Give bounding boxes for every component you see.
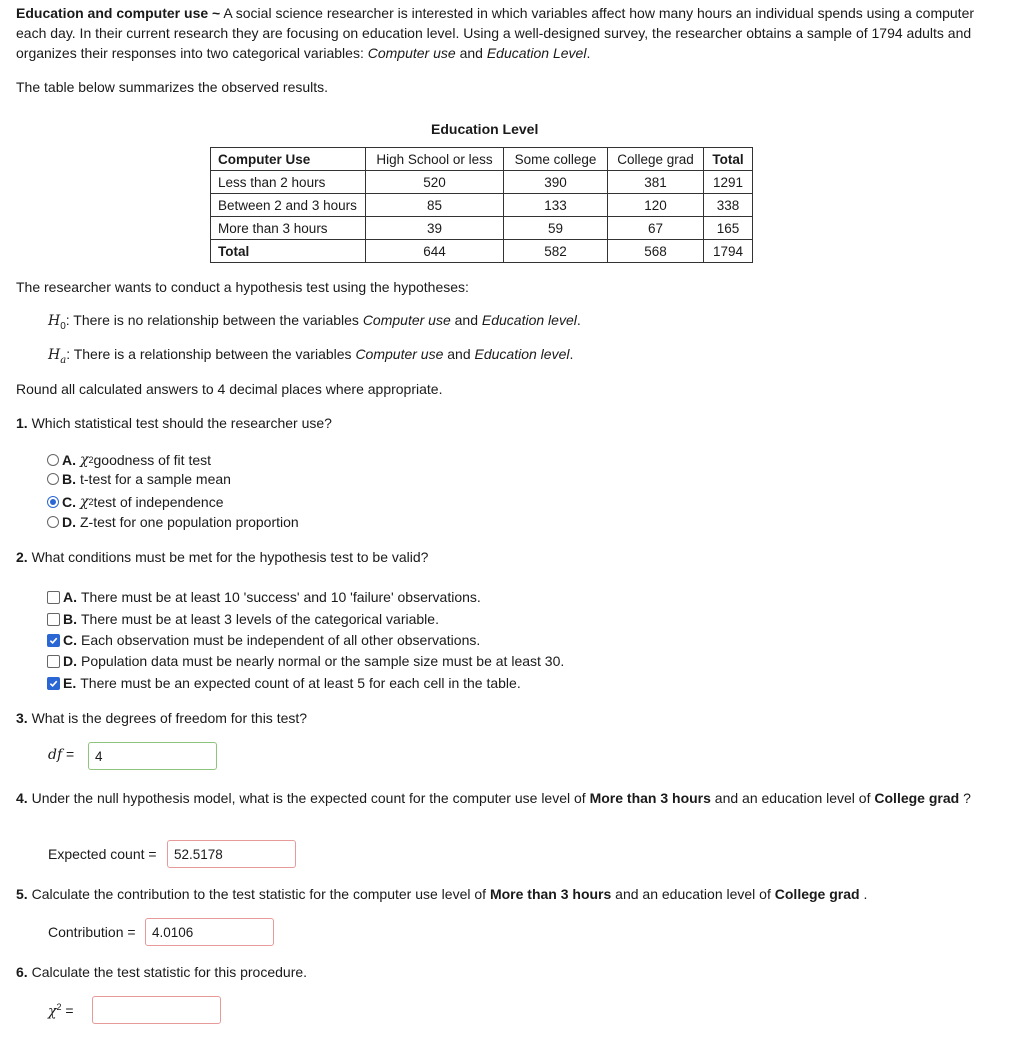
q2-option-c[interactable]: C. Each observation must be independent of all other observations. xyxy=(47,630,480,650)
table-cell: 644 xyxy=(366,240,504,263)
table-row xyxy=(211,217,753,240)
null-hypothesis: $H_0$: There is no relationship between the variables Computer use and Education level. xyxy=(48,312,581,332)
row-label: Less than 2 hours xyxy=(211,171,366,194)
checkbox[interactable] xyxy=(47,591,60,604)
table-header: Some college xyxy=(504,148,608,171)
radio-button-selected[interactable] xyxy=(47,496,59,508)
question-4: 4. Under the null hypothesis model, what is the expected count for the computer use level of More than 3 hours and an education level of College grad ? xyxy=(16,790,971,806)
q1-option-d[interactable]: D. Z-test for one population proportion xyxy=(47,512,299,532)
question-2: 2. What conditions must be met for the hypothesis test to be valid? xyxy=(16,549,429,565)
table-row xyxy=(211,194,753,217)
hypothesis-intro: The researcher wants to conduct a hypothesis test using the hypotheses: xyxy=(16,279,469,295)
chi-square-input[interactable] xyxy=(92,996,221,1024)
table-total-row xyxy=(211,240,753,263)
question-1: 1. Which statistical test should the researcher use? xyxy=(16,415,332,431)
table-cell: 165 xyxy=(704,217,753,240)
question-6: 6. Calculate the test statistic for this procedure. xyxy=(16,964,308,980)
table-cell: 520 xyxy=(366,171,504,194)
table-header-row xyxy=(211,148,753,171)
table-row xyxy=(211,171,753,194)
radio-button[interactable] xyxy=(47,516,59,528)
table-cell: 338 xyxy=(704,194,753,217)
contribution-label: Contribution = xyxy=(48,924,136,940)
question-5: 5. Calculate the contribution to the test statistic for the computer use level of More than 3 hours and an education level of College grad . xyxy=(16,886,868,902)
contribution-input[interactable]: 4.0106 xyxy=(145,918,274,946)
radio-button[interactable] xyxy=(47,473,59,485)
checkbox[interactable] xyxy=(47,613,60,626)
problem-title: Education and computer use ~ xyxy=(16,5,221,21)
q1-option-a[interactable]: A. χ 2 goodness of fit test xyxy=(47,450,211,470)
table-header: Total xyxy=(704,148,753,171)
table-header: College grad xyxy=(608,148,704,171)
table-cell: 85 xyxy=(366,194,504,217)
table-cell: 582 xyxy=(504,240,608,263)
table-cell: 67 xyxy=(608,217,704,240)
table-cell: 59 xyxy=(504,217,608,240)
table-header: High School or less xyxy=(366,148,504,171)
q2-option-b[interactable]: B. There must be at least 3 levels of the categorical variable. xyxy=(47,609,439,629)
table-cell: 1291 xyxy=(704,171,753,194)
question-3: 3. What is the degrees of freedom for this test? xyxy=(16,710,308,726)
q1-option-b[interactable]: B. t-test for a sample mean xyxy=(47,469,231,489)
alternative-hypothesis: $H_a$: There is a relationship between the variables Computer use and Education level. xyxy=(48,346,574,366)
table-header: Computer Use xyxy=(211,148,366,171)
row-label: Total xyxy=(211,240,366,263)
table-intro: The table below summarizes the observed results. xyxy=(16,79,329,95)
table-cell: 133 xyxy=(504,194,608,217)
q2-option-a[interactable]: A. There must be at least 10 'success' and 10 'failure' observations. xyxy=(47,587,481,607)
table-cell: 381 xyxy=(608,171,704,194)
table-cell: 568 xyxy=(608,240,704,263)
chi-square-label: $\chi^2$ = xyxy=(48,1002,74,1020)
checkbox[interactable] xyxy=(47,655,60,668)
q1-option-c[interactable]: C. χ 2 test of independence xyxy=(47,492,224,512)
q2-option-e[interactable]: E. There must be an expected count of at least 5 for each cell in the table. xyxy=(47,673,521,693)
table-cell: 39 xyxy=(366,217,504,240)
problem-intro: Education and computer use ~ A social science researcher is interested in which variables affect how many hours an individual spends using a computer each day. In their current research they are focusing on education level. Using a well-designed survey, the researcher obtains a sample of 1794 adults and organizes their responses into two categorical variables: Computer use and Education Level. xyxy=(16,5,975,61)
row-label: Between 2 and 3 hours xyxy=(211,194,366,217)
table-cell: 390 xyxy=(504,171,608,194)
table-caption: Education Level xyxy=(431,121,539,137)
expected-count-input[interactable]: 52.5178 xyxy=(167,840,296,868)
checkbox-checked[interactable] xyxy=(47,677,60,690)
table-cell: 1794 xyxy=(704,240,753,263)
checkmark-icon xyxy=(49,636,58,645)
expected-count-label: Expected count = xyxy=(48,846,157,862)
checkmark-icon xyxy=(49,679,58,688)
checkbox-checked[interactable] xyxy=(47,634,60,647)
df-label: df = xyxy=(48,746,75,763)
rounding-note: Round all calculated answers to 4 decimal places where appropriate. xyxy=(16,381,443,397)
q2-option-d[interactable]: D. Population data must be nearly normal or the sample size must be at least 30. xyxy=(47,651,564,671)
row-label: More than 3 hours xyxy=(211,217,366,240)
contingency-table xyxy=(210,147,753,263)
table-cell: 120 xyxy=(608,194,704,217)
radio-button[interactable] xyxy=(47,454,59,466)
df-input[interactable]: 4 xyxy=(88,742,217,770)
